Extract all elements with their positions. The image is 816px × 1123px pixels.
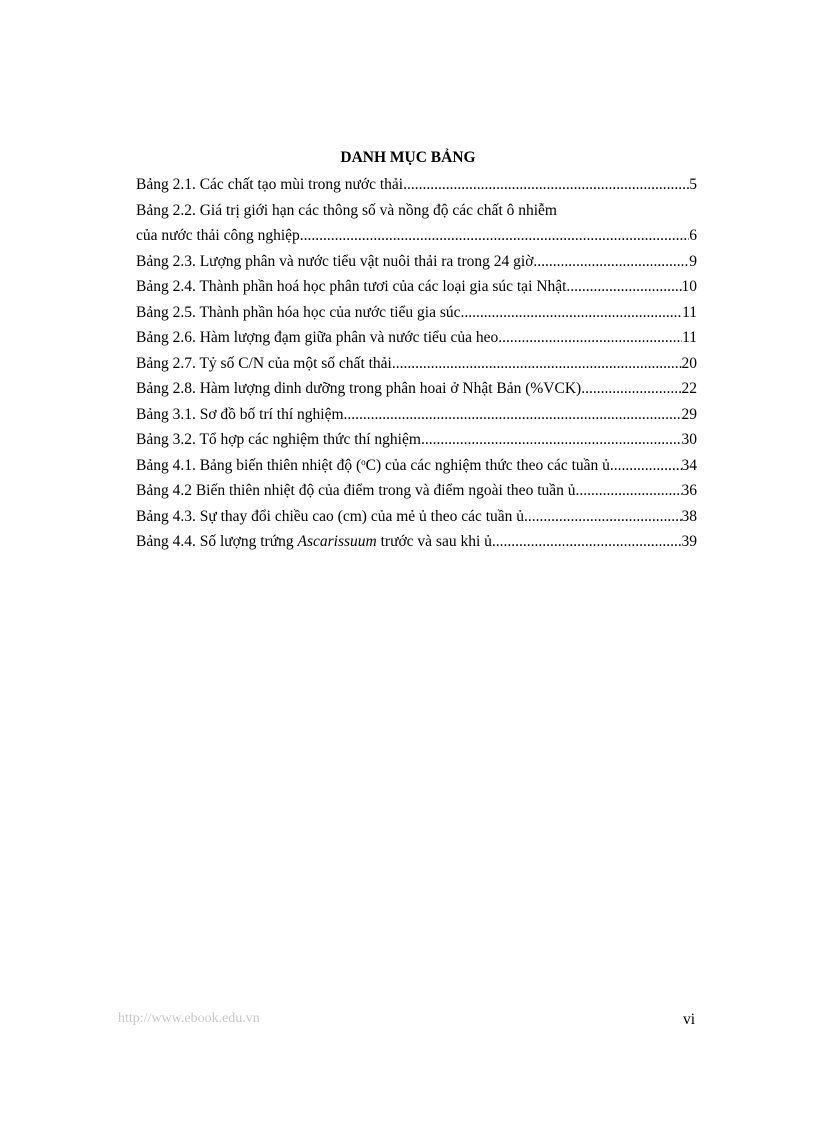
entry-page: 36 bbox=[681, 482, 697, 499]
entry-text: Bảng 2.8. Hàm lượng dinh dưỡng trong phân hoai ở Nhật Bản (%VCK) bbox=[136, 380, 582, 397]
list-item bbox=[136, 453, 697, 479]
entry-text: Bảng 2.1. Các chất tạo mùi trong nước thải bbox=[136, 176, 404, 193]
page-title: DANH MỤC BẢNG bbox=[340, 149, 476, 166]
entry-text: Bảng 4.3. Sự thay đổi chiều cao (cm) của mẻ ủ theo các tuần ủ. bbox=[136, 507, 528, 525]
leader-dots bbox=[566, 274, 681, 300]
entry-page: 29 bbox=[681, 405, 697, 423]
entry-text-italic: Ascarissuum bbox=[297, 533, 377, 550]
list-item bbox=[136, 504, 697, 530]
entry-page: 11 bbox=[682, 303, 697, 321]
entry-page: 38 bbox=[681, 507, 697, 525]
list-item bbox=[136, 402, 697, 428]
list-item bbox=[136, 376, 697, 402]
leader-dots bbox=[492, 529, 682, 555]
list-item bbox=[136, 300, 697, 326]
entry-page: 34 bbox=[681, 456, 697, 474]
page-number: vi bbox=[683, 1011, 696, 1028]
entry-page: 6 bbox=[689, 227, 697, 244]
table-list bbox=[136, 172, 697, 555]
leader-dots bbox=[403, 172, 689, 198]
footer-url: http://www.ebook.edu.vn bbox=[118, 1011, 260, 1026]
entry-text: Bảng 2.7. Tỷ số C/N của một số chất thải bbox=[136, 354, 392, 372]
entry-page: 10 bbox=[681, 278, 697, 295]
degree-superscript: o bbox=[361, 456, 366, 467]
list-item bbox=[136, 172, 697, 198]
leader-dots bbox=[579, 478, 681, 504]
leader-dots bbox=[347, 402, 681, 428]
entry-text: Bảng 2.5. Thành phần hóa học của nước tiểu gia súc bbox=[136, 303, 461, 321]
list-item bbox=[136, 529, 697, 555]
entry-page: 22 bbox=[681, 380, 697, 397]
entry-text-post: trước và sau khi ủ bbox=[376, 533, 492, 550]
entry-text-line1: Bảng 2.2. Giá trị giới hạn các thông số và nồng độ các chất ô nhiễm bbox=[136, 201, 557, 219]
leader-dots bbox=[421, 427, 682, 453]
leader-dots bbox=[300, 223, 689, 249]
leader-dots bbox=[528, 504, 682, 530]
list-item bbox=[136, 351, 697, 377]
entry-page: 20 bbox=[681, 354, 697, 372]
leader-dots bbox=[498, 325, 682, 351]
entry-text: của nước thải công nghiệp bbox=[136, 227, 300, 244]
entry-text bbox=[136, 453, 614, 479]
entry-text: Bảng 3.1. Sơ đồ bố trí thí nghiệm. bbox=[136, 405, 348, 423]
list-item bbox=[136, 274, 697, 300]
entry-text bbox=[136, 529, 492, 555]
leader-dots bbox=[581, 376, 681, 402]
entry-page: 11 bbox=[682, 329, 697, 346]
entry-text: Bảng 3.2. Tổ hợp các nghiệm thức thí nghiệm bbox=[136, 431, 421, 448]
leader-dots bbox=[533, 249, 689, 275]
list-item bbox=[136, 249, 697, 275]
entry-text-pre: Bảng 4.4. Số lượng trứng bbox=[136, 533, 298, 550]
entry-text: Bảng 2.4. Thành phần hoá học phân tươi của các loại gia súc tại Nhật bbox=[136, 278, 567, 295]
list-item bbox=[136, 198, 697, 249]
leader-dots bbox=[461, 300, 683, 326]
entry-text: Bảng 2.3. Lượng phân và nước tiểu vật nuôi thải ra trong 24 giờ bbox=[136, 252, 534, 270]
leader-dots bbox=[614, 453, 682, 479]
leader-dots bbox=[392, 351, 682, 377]
entry-text-pre: Bảng 4.1. Bảng biến thiên nhiệt độ ( bbox=[136, 456, 362, 474]
entry-page: 39 bbox=[681, 533, 697, 550]
list-item bbox=[136, 325, 697, 351]
entry-text-post: C) của các nghiệm thức theo các tuần ủ. bbox=[365, 456, 614, 474]
entry-text: Bảng 4.2 Biến thiên nhiệt độ của điểm trong và điểm ngoài theo tuần ủ. bbox=[136, 482, 580, 499]
list-item bbox=[136, 427, 697, 453]
entry-text: Bảng 2.6. Hàm lượng đạm giữa phân và nước tiểu của heo bbox=[136, 329, 499, 346]
entry-page: 5 bbox=[689, 176, 697, 193]
list-item bbox=[136, 478, 697, 504]
entry-page: 9 bbox=[689, 252, 697, 270]
entry-page: 30 bbox=[681, 431, 697, 448]
